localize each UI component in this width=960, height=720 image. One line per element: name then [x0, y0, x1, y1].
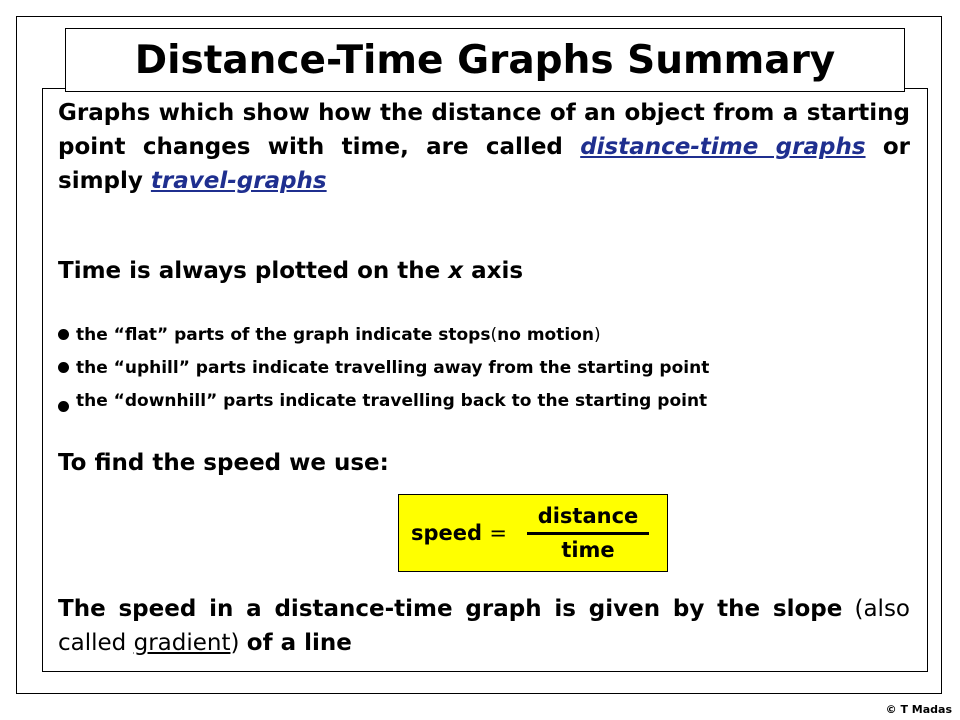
axis-statement [58, 254, 910, 288]
intro-paragraph [58, 96, 910, 198]
intro-text-before: Graphs which show how the distance of an object from a starting point changes with time, are called [58, 100, 910, 160]
copyright-notice: © T Madas [885, 703, 952, 716]
bullet-dot-icon [58, 362, 69, 373]
slide-title-text: Distance-Time Graphs Summary [134, 38, 836, 83]
bullet-text: the “flat” parts of the graph indicate stops [76, 324, 491, 345]
slope-part1: The speed in a distance-time graph is given by the slope [58, 596, 843, 622]
paren-close: ) [593, 324, 601, 345]
slide-title [65, 28, 905, 92]
speed-formula [398, 494, 668, 572]
formula-equals: = [489, 521, 507, 545]
intro-text-middle: or simply [58, 134, 910, 194]
paren-text: no motion [497, 324, 594, 345]
fraction-bar [527, 532, 649, 535]
axis-prefix: Time is always plotted on the [58, 258, 449, 284]
slope-part2: (also called [58, 596, 910, 656]
formula-lhs [411, 521, 507, 545]
graph-features-list [58, 318, 918, 417]
list-item-flat [58, 318, 918, 351]
bullet-text: the “downhill” parts indicate travelling back to the starting point [76, 390, 708, 411]
bullet-dot-icon [58, 401, 69, 412]
list-item-uphill [58, 351, 918, 384]
slope-part4: ) [230, 630, 247, 656]
axis-suffix: axis [463, 258, 524, 284]
formula-denominator: time [561, 538, 615, 562]
speed-intro [58, 446, 910, 480]
term-travel-graphs: travel-graphs [150, 168, 327, 194]
formula-speed: speed [411, 521, 483, 545]
bullet-dot-icon [58, 329, 69, 340]
formula-fraction [527, 503, 649, 563]
speed-intro-text: To find the speed we use: [58, 450, 389, 476]
paren-open: ( [490, 324, 498, 345]
slope-part5: of a line [246, 630, 352, 656]
axis-variable: x [448, 258, 464, 284]
list-item-downhill [58, 384, 918, 417]
bullet-text: the “uphill” parts indicate travelling away from the starting point [76, 357, 710, 378]
slope-statement [58, 592, 910, 660]
slope-gradient: gradient [133, 630, 231, 656]
formula-numerator: distance [537, 504, 639, 528]
term-distance-time-graphs: distance-time graphs [580, 134, 866, 160]
